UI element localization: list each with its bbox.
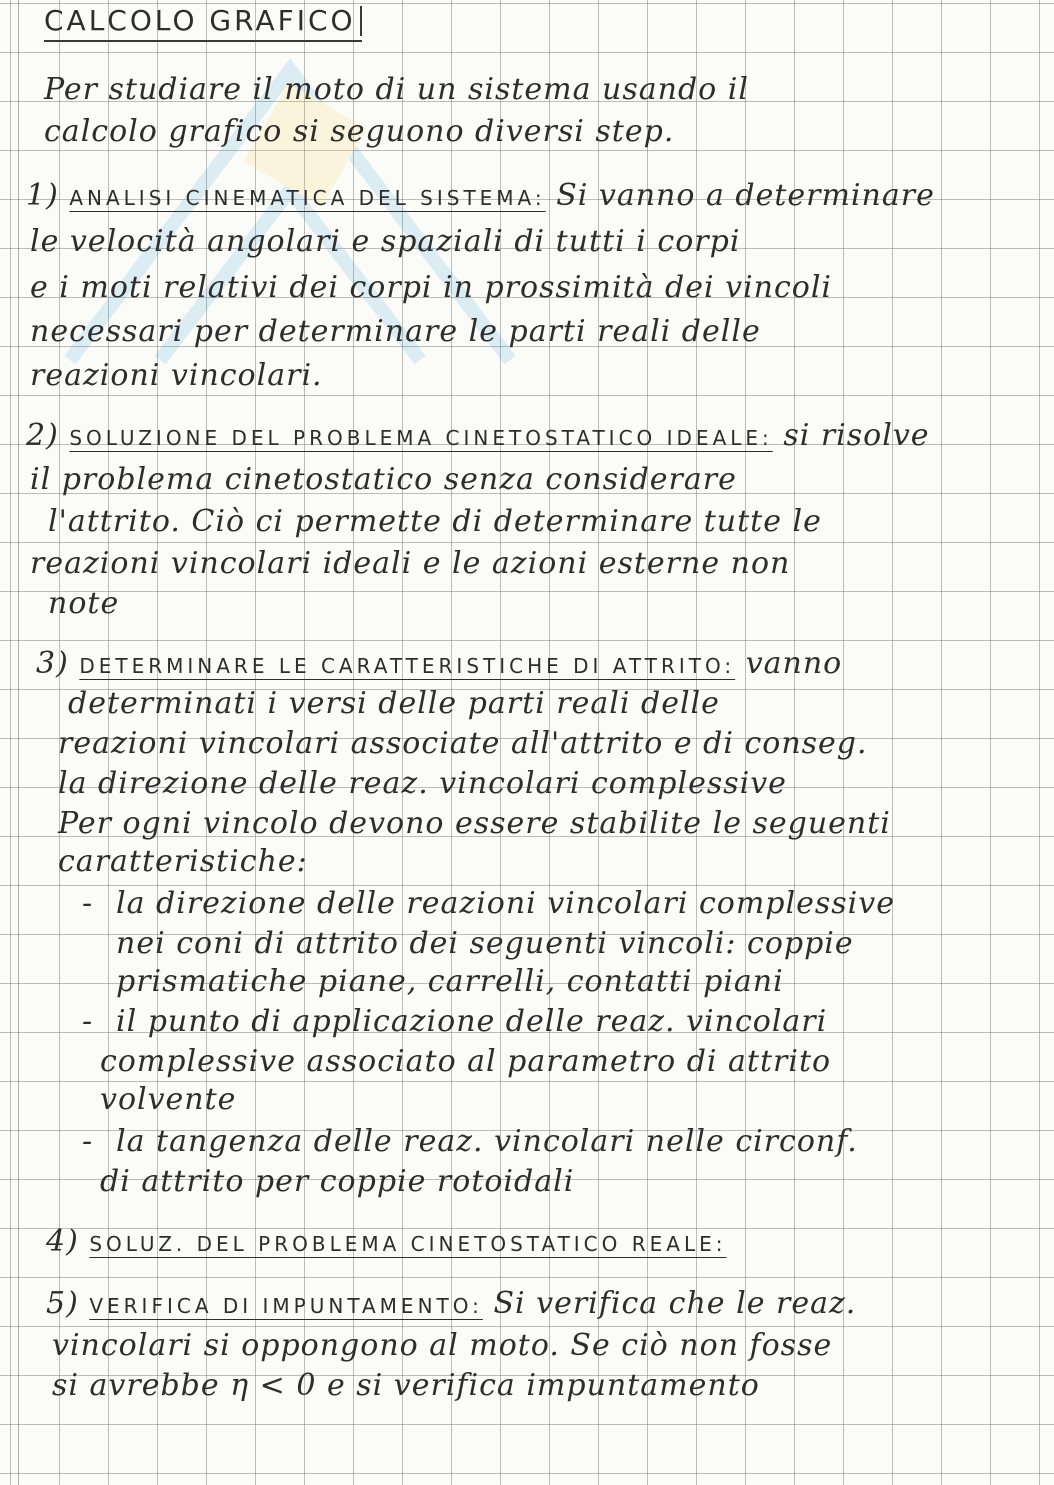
bullet-3-line-2: di attrito per coppie rotoidali — [100, 1164, 575, 1199]
margin-line — [18, 0, 19, 1485]
step-5-line-3: si avrebbe η < 0 e si verifica impuntamento — [52, 1368, 760, 1403]
step-2-number: 2) — [26, 418, 59, 453]
step-2-line-5: note — [48, 586, 120, 621]
step-5-number: 5) — [46, 1286, 79, 1321]
step-3-heading: DETERMINARE LE CARATTERISTICHE DI ATTRITO: — [79, 654, 736, 678]
bullet-1-line-2: nei coni di attrito dei seguenti vincoli: coppie — [116, 926, 854, 961]
step-3-header — [36, 644, 842, 686]
step-2-line-2: il problema cinetostatico senza considerare — [30, 462, 737, 497]
step-3-line-1: vanno — [745, 646, 843, 681]
bullet-1-marker: - — [82, 886, 94, 921]
bullet-1-text-1: la direzione delle reazioni vincolari complessive — [116, 886, 895, 921]
page-title: CALCOLO GRAFICO — [44, 2, 362, 42]
step-1-line-1: Si vanno a determinare — [556, 178, 935, 213]
step-1-line-2: le velocità angolari e spaziali di tutti i corpi — [30, 224, 741, 259]
step-2-heading: SOLUZIONE DEL PROBLEMA CINETOSTATICO IDEALE: — [69, 426, 773, 450]
step-3-line-5: Per ogni vincolo devono essere stabilite le seguenti — [58, 806, 891, 841]
step-3-line-3: reazioni vincolari associate all'attrito e di conseg. — [58, 726, 868, 761]
step-2-line-4: reazioni vincolari ideali e le azioni esterne non — [30, 546, 791, 581]
bullet-1-line-1 — [82, 884, 895, 924]
step-3-number: 3) — [36, 646, 69, 681]
step-5-line-2: vincolari si oppongono al moto. Se ciò non fosse — [52, 1328, 833, 1363]
step-1-heading: ANALISI CINEMATICA DEL SISTEMA: — [69, 186, 546, 210]
step-3-line-6: caratteristiche: — [58, 844, 308, 879]
step-1-line-4: necessari per determinare le parti reali delle — [30, 314, 761, 349]
step-3-line-4: la direzione delle reaz. vincolari complessive — [58, 766, 787, 801]
bullet-3-text-1: la tangenza delle reaz. vincolari nelle circonf. — [116, 1124, 858, 1159]
step-3-line-2: determinati i versi delle parti reali delle — [68, 686, 720, 721]
bullet-2-line-1 — [82, 1002, 827, 1042]
step-4-heading: SOLUZ. DEL PROBLEMA CINETOSTATICO REALE: — [89, 1232, 727, 1256]
step-1-header — [26, 176, 935, 218]
step-1-line-5: reazioni vincolari. — [30, 358, 323, 393]
bullet-2-text-1: il punto di applicazione delle reaz. vincolari — [116, 1004, 828, 1039]
step-5-header — [46, 1284, 856, 1326]
intro-line-1: Per studiare il moto di un sistema usando il — [44, 72, 749, 107]
bullet-2-line-3: volvente — [100, 1082, 237, 1117]
bullet-1-line-3: prismatiche piane, carrelli, contatti piani — [116, 964, 784, 999]
bullet-2-line-2: complessive associato al parametro di attrito — [100, 1044, 832, 1079]
step-4-header — [46, 1222, 726, 1264]
step-5-heading: VERIFICA DI IMPUNTAMENTO: — [89, 1294, 483, 1318]
step-1-line-3: e i moti relativi dei corpi in prossimità dei vincoli — [30, 270, 833, 305]
bullet-3-line-1 — [82, 1122, 858, 1162]
step-2-header — [26, 416, 930, 458]
step-5-line-1: Si verifica che le reaz. — [493, 1286, 857, 1321]
step-1-number: 1) — [26, 178, 59, 213]
bullet-3-marker: - — [82, 1124, 94, 1159]
step-2-line-3: l'attrito. Ciò ci permette di determinare tutte le — [48, 504, 822, 539]
bullet-2-marker: - — [82, 1004, 94, 1039]
step-4-number: 4) — [46, 1224, 79, 1259]
step-2-line-1: si risolve — [783, 418, 930, 453]
intro-line-2: calcolo grafico si seguono diversi step. — [44, 114, 675, 149]
